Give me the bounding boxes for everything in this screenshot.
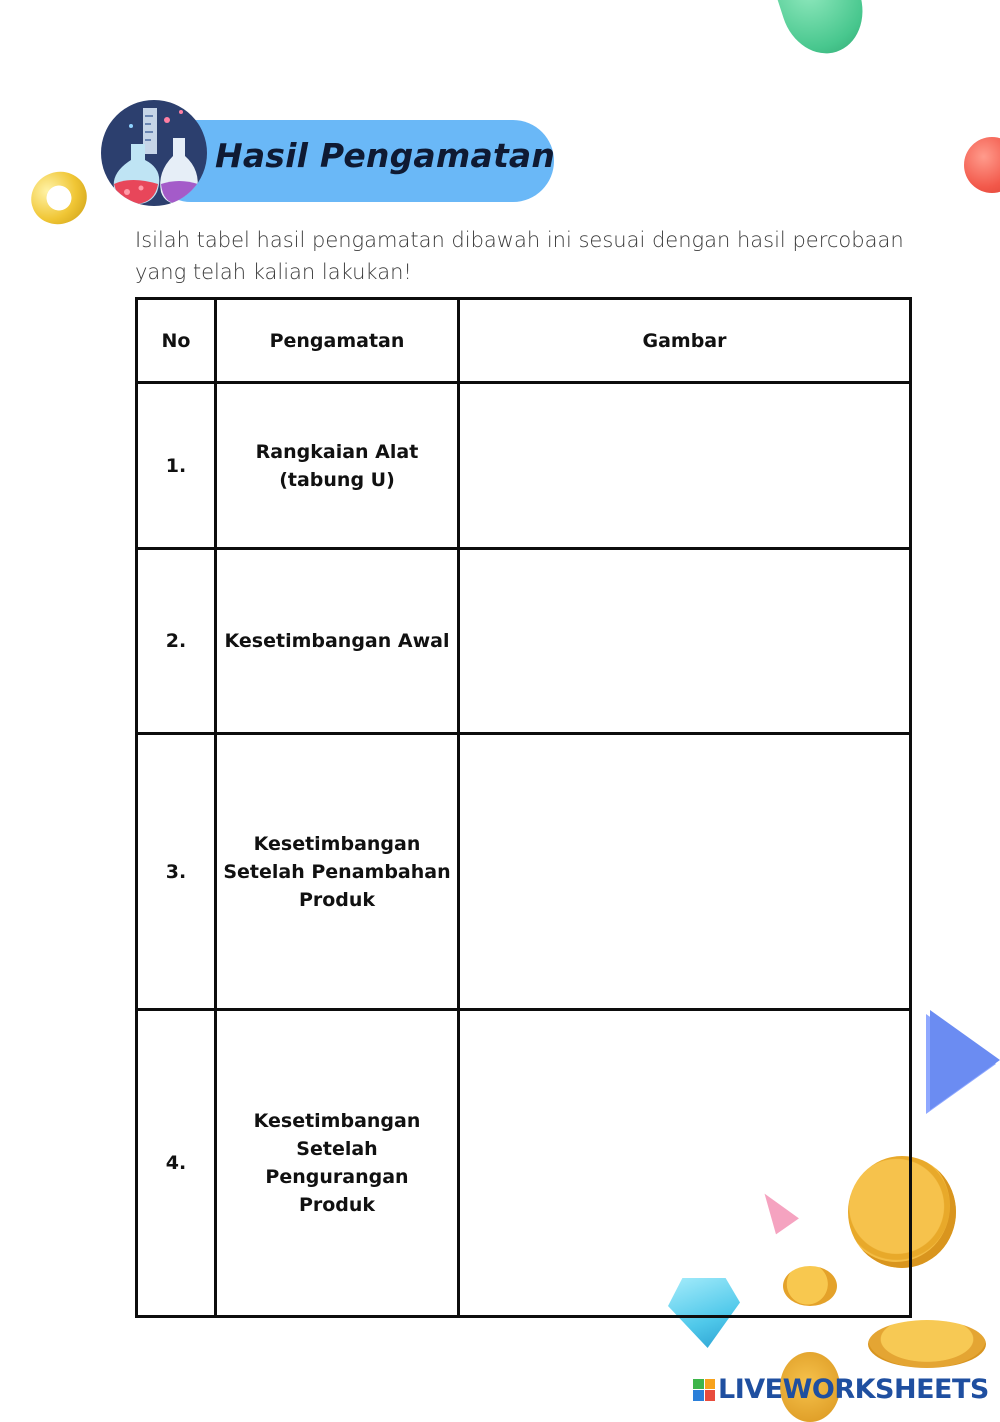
blue-cone-decoration <box>930 1010 1000 1110</box>
drawing-cell[interactable] <box>459 734 911 1010</box>
row-number: 2. <box>137 549 216 734</box>
green-half-sphere-decoration <box>769 0 874 64</box>
observation-line: Setelah Penambahan <box>223 860 451 883</box>
table-row <box>137 734 911 1010</box>
logo-square <box>705 1390 716 1401</box>
observation-cell <box>216 1010 459 1317</box>
drawing-cell[interactable] <box>459 1010 911 1317</box>
observation-line: Kesetimbangan <box>253 832 421 855</box>
observation-cell <box>216 383 459 549</box>
gold-coin-flat-decoration <box>868 1320 986 1368</box>
observation-line: Kesetimbangan Awal <box>224 630 450 652</box>
observation-table <box>135 297 912 1318</box>
row-number: 1. <box>137 383 216 549</box>
table-row <box>137 549 911 734</box>
page-title: Hasil Pengamatan <box>215 136 556 175</box>
row-number: 3. <box>137 734 216 1010</box>
table-row <box>137 1010 911 1317</box>
logo-square <box>693 1390 704 1401</box>
instruction-text: Isilah tabel hasil pengamatan dibawah ini sesuai dengan hasil percobaan yang telah kalian lakukan! <box>135 228 904 284</box>
row-number: 4. <box>137 1010 216 1317</box>
liveworksheets-logo-icon <box>693 1379 715 1401</box>
logo-square <box>693 1379 704 1390</box>
observation-line: Produk <box>298 888 376 911</box>
lab-flasks-icon <box>101 100 207 206</box>
drawing-cell[interactable] <box>459 383 911 549</box>
observation-line: (tabung U) <box>279 468 395 491</box>
table-header-row <box>137 299 911 383</box>
column-header-pengamatan: Pengamatan <box>216 299 459 383</box>
drawing-cell[interactable] <box>459 549 911 734</box>
observation-line: Kesetimbangan <box>253 1110 421 1132</box>
red-ball-decoration <box>964 137 1000 193</box>
logo-square <box>705 1379 716 1390</box>
observation-line: Setelah Pengurangan <box>265 1138 409 1188</box>
gold-ring-decoration <box>24 164 94 232</box>
observation-cell <box>216 549 459 734</box>
observation-line: Produk <box>298 1194 376 1216</box>
table-row <box>137 383 911 549</box>
observation-cell <box>216 734 459 1010</box>
column-header-gambar: Gambar <box>459 299 911 383</box>
observation-line: Rangkaian Alat <box>255 440 419 463</box>
watermark-text: LIVEWORKSHEETS <box>718 1374 989 1405</box>
column-header-no: No <box>137 299 216 383</box>
liveworksheets-watermark[interactable] <box>693 1374 989 1405</box>
